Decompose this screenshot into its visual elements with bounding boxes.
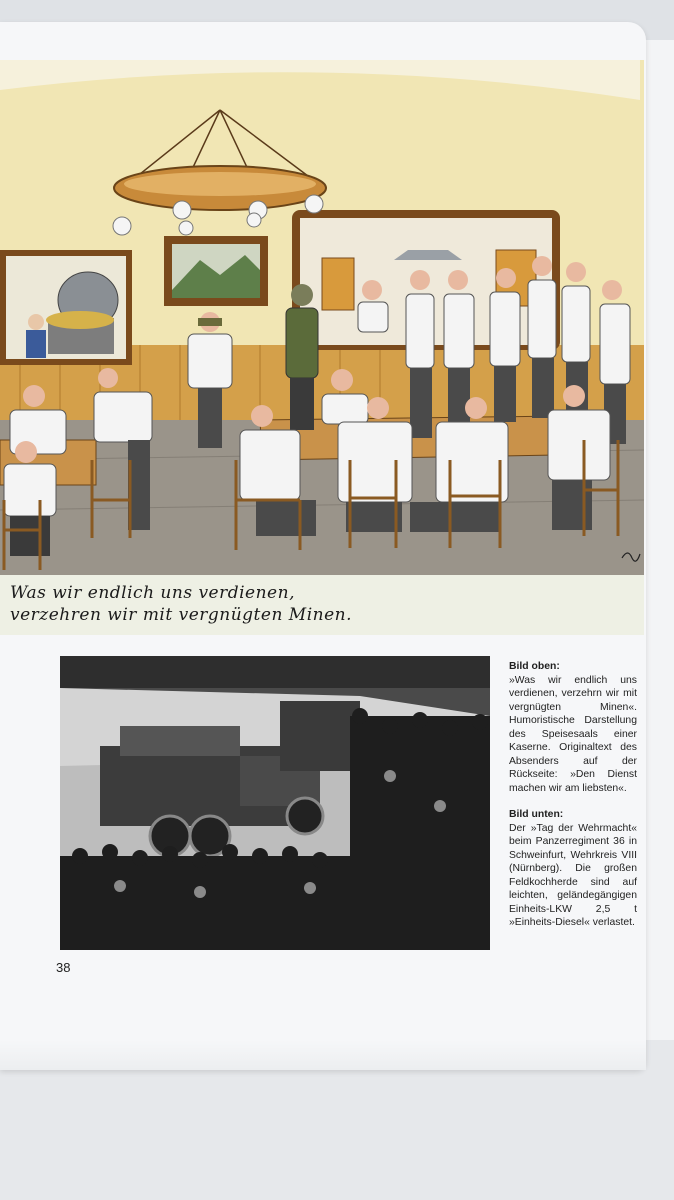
caption-title-top: Bild oben: bbox=[509, 661, 560, 672]
mess-hall-illustration bbox=[0, 60, 644, 635]
illustration-caption bbox=[0, 575, 644, 635]
page-number: 38 bbox=[56, 960, 71, 975]
mess-hall-drawing bbox=[0, 60, 644, 575]
caption-title-bottom: Bild unten: bbox=[509, 809, 564, 820]
caption-text-bottom: Der »Tag der Wehrmacht« beim Panzerregiment 36 in Schweinfurt, Wehrkreis VIII (Nürnberg). Die großen Feldkochherde sind auf leichten, geländegängigen Einheits-LKW 2,5 t »Einheits-Diesel« verlastet. bbox=[509, 822, 637, 928]
caption-spacer bbox=[509, 795, 637, 808]
field-kitchen-photo-image bbox=[60, 656, 490, 950]
field-kitchen-photo bbox=[60, 656, 490, 950]
caption-line-2: verzehren wir mit vergnügten Minen. bbox=[10, 605, 353, 625]
caption-text-top: »Was wir endlich uns verdienen, verzehrn wir mit vergnügten Minen«. Humoristische Darstellung des Speisesaals einer Kaserne. Originaltext des Absenders auf der Rückseite: »Den Dienst machen wir am liebsten«. bbox=[509, 674, 637, 794]
caption-line-1: Was wir endlich uns verdienen, bbox=[10, 583, 295, 603]
captions-sidebar bbox=[509, 660, 637, 930]
page-bottom-edge bbox=[0, 1040, 646, 1070]
